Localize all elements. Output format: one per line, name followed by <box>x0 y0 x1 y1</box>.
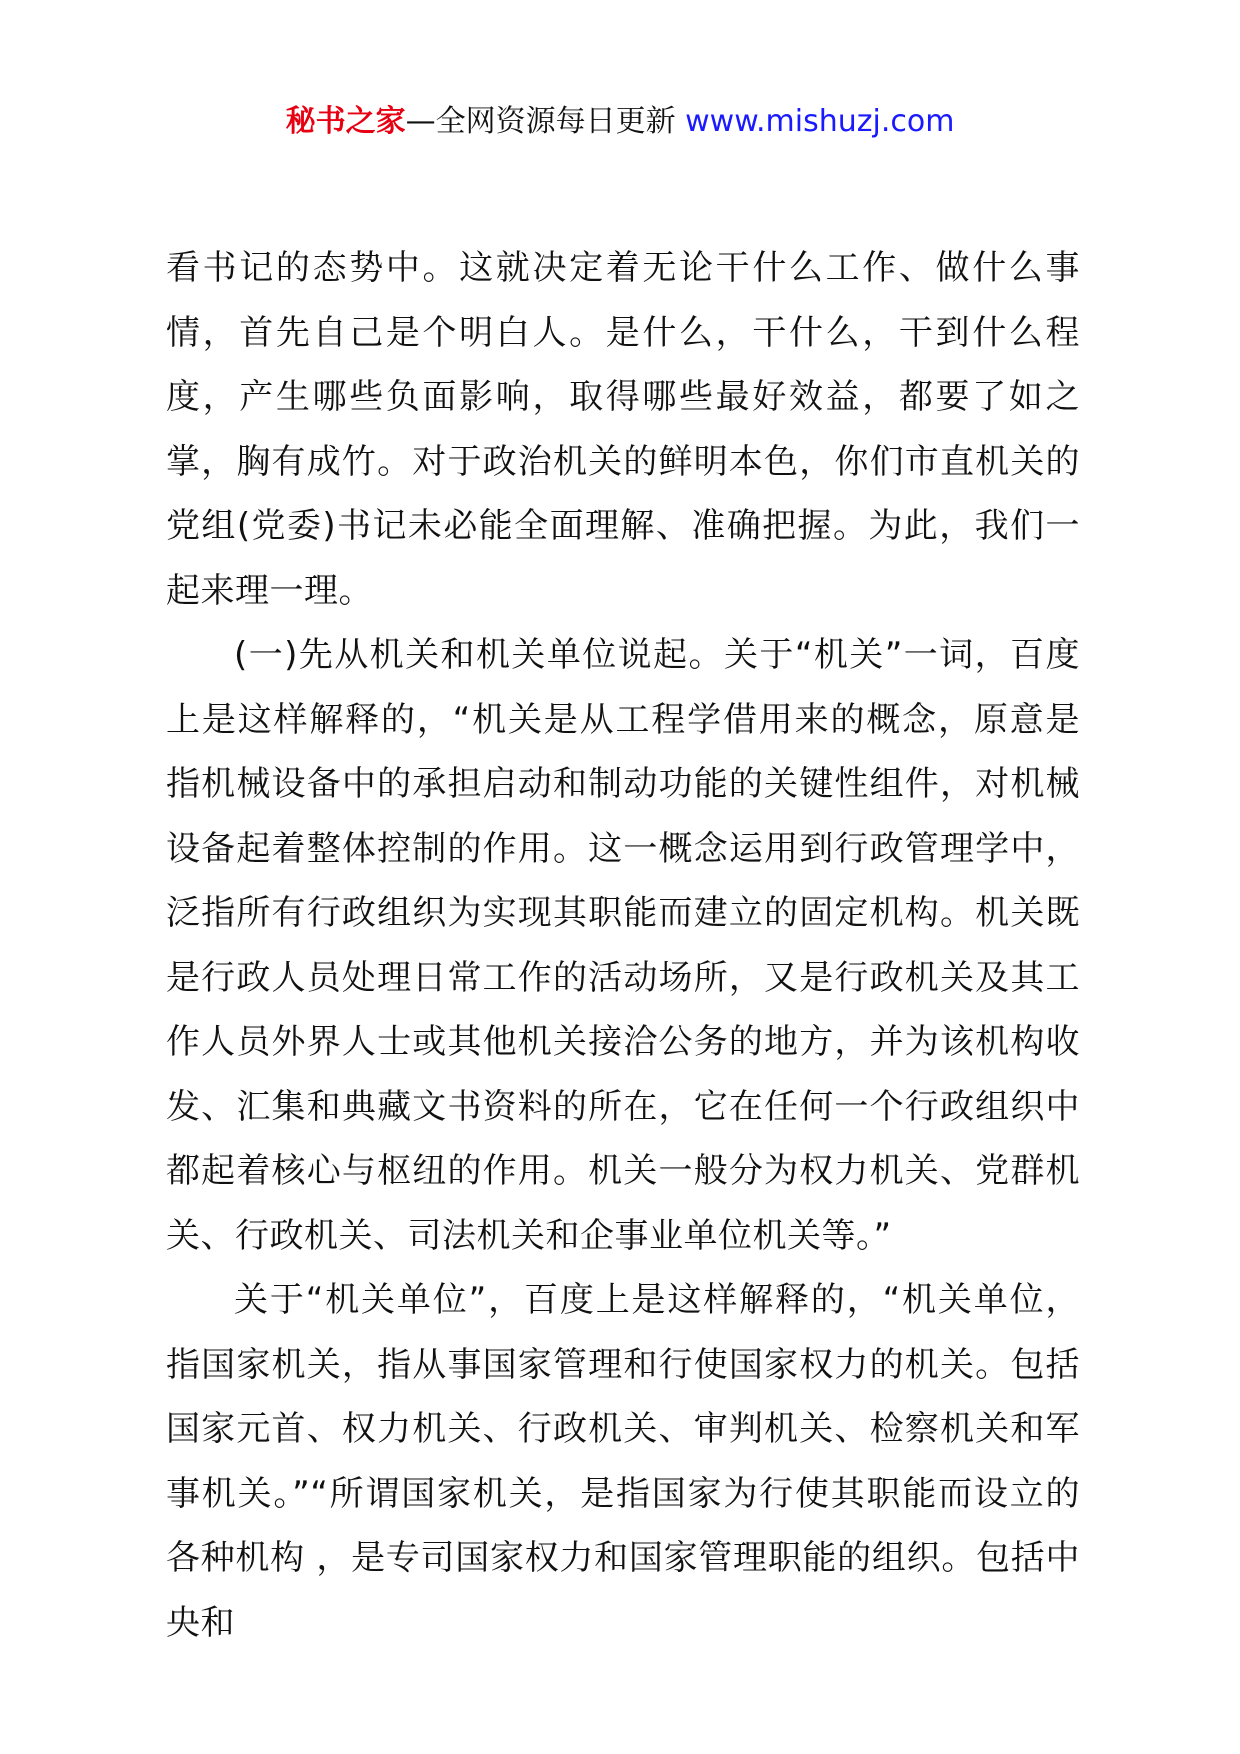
site-url-link[interactable]: www.mishuzj.com <box>685 104 955 139</box>
header-slogan: —全网资源每日更新 <box>405 104 686 139</box>
site-header <box>0 100 1240 144</box>
paragraph-1: 看书记的态势中。这就决定着无论干什么工作、做什么事情，首先自己是个明白人。是什么，干什么，干到什么程度，产生哪些负面影响，取得哪些最好效益，都要了如之掌，胸有成竹。对于政治机关的鲜明本色，你们市直机关的党组(党委)书记未必能全面理解、准确把握。为此，我们一起来理一理。 <box>166 248 1080 611</box>
paragraph-2: (一)先从机关和机关单位说起。关于“机关”一词，百度上是这样解释的，“机关是从工程学借用来的概念，原意是指机械设备中的承担启动和制动功能的关键性组件，对机械设备起着整体控制的作用。这一概念运用到行政管理学中，泛指所有行政组织为实现其职能而建立的固定机构。机关既是行政人员处理日常工作的活动场所，又是行政机关及其工作人员外界人士或其他机关接洽公务的地方，并为该机构收发、汇集和典藏文书资料的所在，它在任何一个行政组织中都起着核心与枢纽的作用。机关一般分为权力机关、党群机关、行政机关、司法机关和企事业单位机关等。” <box>166 635 1080 1256</box>
paragraph-3: 关于“机关单位”，百度上是这样解释的，“机关单位，指国家机关，指从事国家管理和行使国家权力的机关。包括国家元首、权力机关、行政机关、审判机关、检察机关和军事机关。”“所谓国家机关，是指国家为行使其职能而设立的各种机构 ，是专司国家权力和国家管理职能的组织。包括中央和 <box>166 1280 1080 1643</box>
document-body <box>166 236 1080 1655</box>
brand-name: 秘书之家 <box>285 104 406 139</box>
